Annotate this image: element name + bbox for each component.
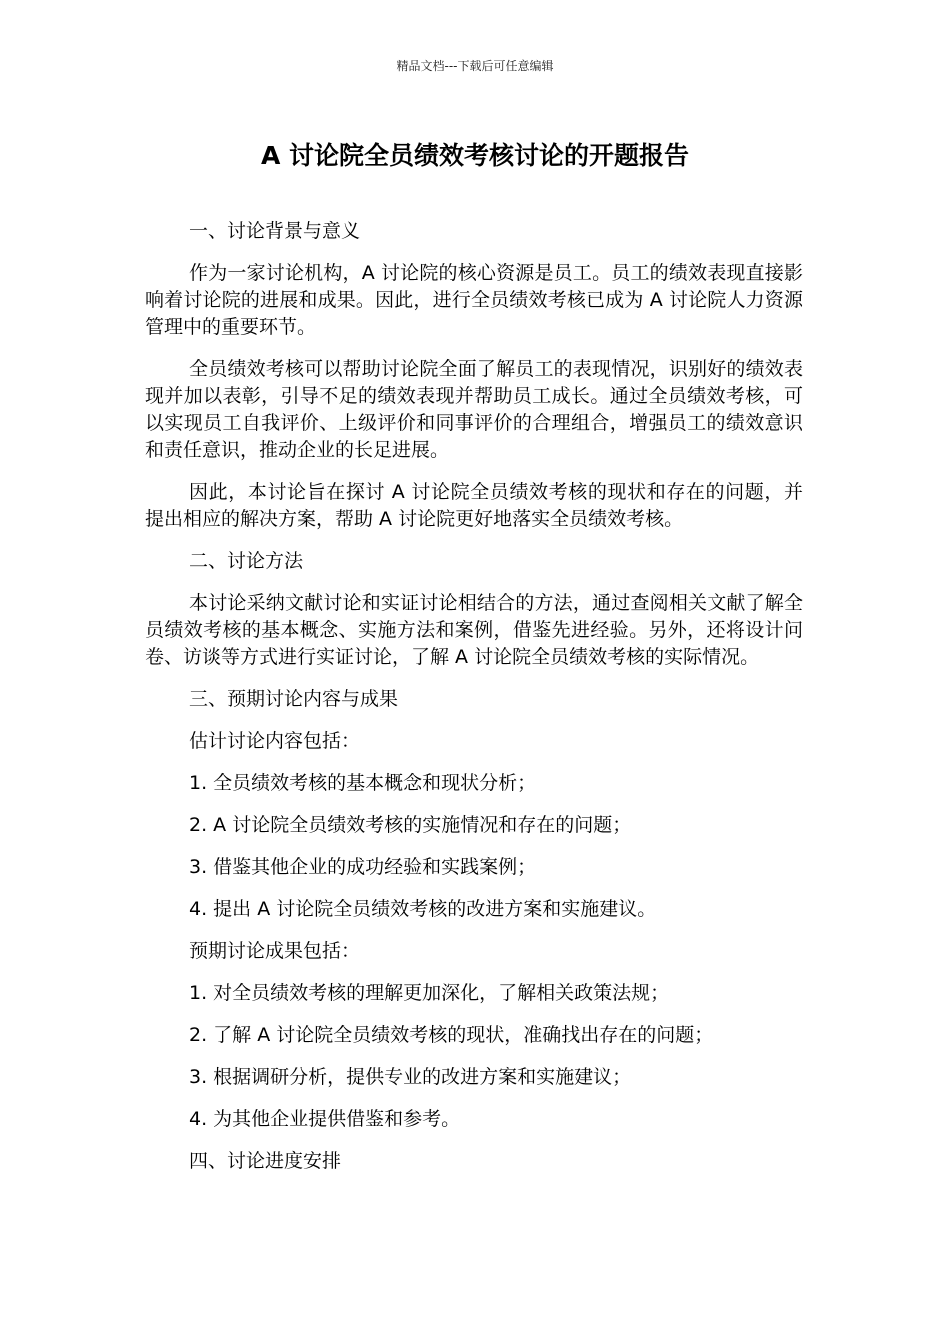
paragraph-research-purpose: 因此，本讨论旨在探讨 A 讨论院全员绩效考核的现状和存在的问题，并提出相应的解决方案，帮助 A 讨论院更好地落实全员绩效考核。: [145, 481, 803, 530]
list-item: 3. 根据调研分析，提供专业的改进方案和实施建议；: [189, 1066, 632, 1088]
list-item: 2. A 讨论院全员绩效考核的实施情况和存在的问题；: [189, 814, 632, 836]
list-item: 4. 为其他企业提供借鉴和参考。: [189, 1108, 461, 1130]
content-intro: 估计讨论内容包括：: [189, 730, 361, 752]
list-item: 4. 提出 A 讨论院全员绩效考核的改进方案和实施建议。: [189, 898, 657, 920]
section-heading-schedule: 四、讨论进度安排: [189, 1150, 342, 1172]
document-body: [145, 218, 803, 1175]
section-heading-background: 一、讨论背景与意义: [189, 220, 361, 242]
paragraph-assessment-benefits: 全员绩效考核可以帮助讨论院全面了解员工的表现情况，识别好的绩效表现并加以表彰，引导不足的绩效表现并帮助员工成长。通过全员绩效考核，可以实现员工自我评价、上级评价和同事评价的合理组合，增强员工的绩效意识和责任意识，推动企业的长足进展。: [145, 358, 803, 461]
list-item: 1. 全员绩效考核的基本概念和现状分析；: [189, 772, 537, 794]
results-intro: 预期讨论成果包括：: [189, 940, 361, 962]
list-item: 3. 借鉴其他企业的成功经验和实践案例；: [189, 856, 537, 878]
section-heading-expected: 三、预期讨论内容与成果: [189, 688, 399, 710]
list-item: 2. 了解 A 讨论院全员绩效考核的现状，准确找出存在的问题；: [189, 1024, 714, 1046]
paragraph-method: 本讨论采纳文献讨论和实证讨论相结合的方法，通过查阅相关文献了解全员绩效考核的基本概念、实施方法和案例，借鉴先进经验。另外，还将设计问卷、访谈等方式进行实证讨论，了解 A 讨论院全员绩效考核的实际情况。: [145, 592, 803, 668]
paragraph-core-resource: 作为一家讨论机构，A 讨论院的核心资源是员工。员工的绩效表现直接影响着讨论院的进展和成果。因此，进行全员绩效考核已成为 A 讨论院人力资源管理中的重要环节。: [145, 262, 803, 338]
document-title: A 讨论院全员绩效考核讨论的开题报告: [260, 141, 690, 170]
header-note: 精品文档---下载后可任意编辑: [396, 59, 554, 73]
section-heading-method: 二、讨论方法: [189, 550, 304, 572]
list-item: 1. 对全员绩效考核的理解更加深化，了解相关政策法规；: [189, 982, 670, 1004]
